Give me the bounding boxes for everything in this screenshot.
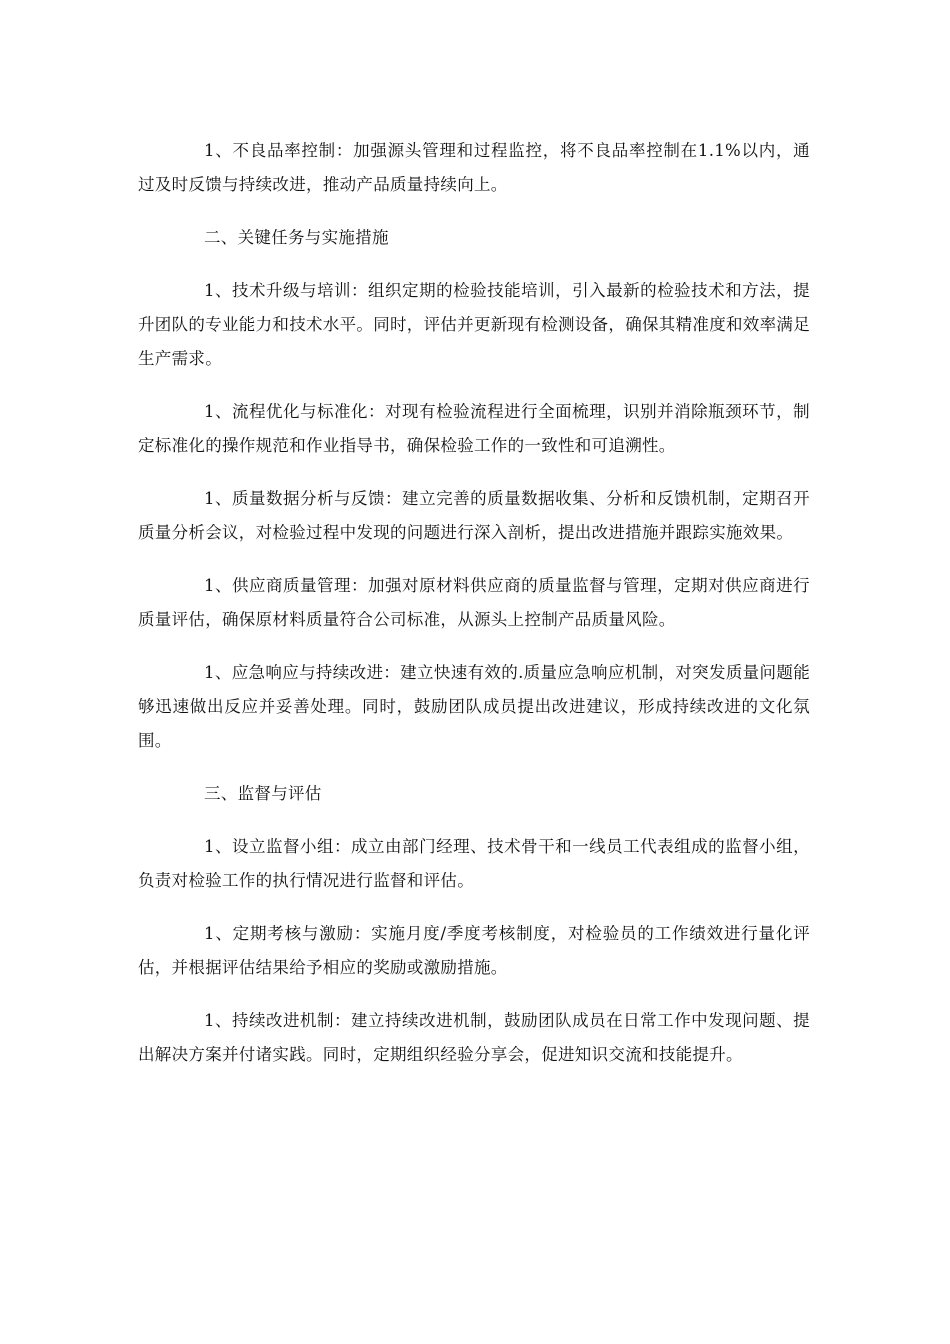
para-quality-data-analysis: 1、质量数据分析与反馈：建立完善的质量数据收集、分析和反馈机制，定期召开质量分析会议，对检验过程中发现的问题进行深入剖析，提出改进措施并跟踪实施效果。 bbox=[138, 489, 810, 542]
para-emergency-response: 1、应急响应与持续改进：建立快速有效的.质量应急响应机制，对突发质量问题能够迅速做出反应并妥善处理。同时，鼓励团队成员提出改进建议，形成持续改进的文化氛围。 bbox=[138, 663, 810, 750]
heading-key-tasks: 二、关键任务与实施措施 bbox=[204, 228, 389, 247]
para-continuous-improvement: 1、持续改进机制：建立持续改进机制，鼓励团队成员在日常工作中发现问题、提出解决方案并付诸实践。同时，定期组织经验分享会，促进知识交流和技能提升。 bbox=[138, 1011, 810, 1064]
para-tech-upgrade-training: 1、技术升级与培训：组织定期的检验技能培训，引入最新的检验技术和方法，提升团队的专业能力和技术水平。同时，评估并更新现有检测设备，确保其精准度和效率满足生产需求。 bbox=[138, 281, 810, 368]
para-supplier-quality: 1、供应商质量管理：加强对原材料供应商的质量监督与管理，定期对供应商进行质量评估，确保原材料质量符合公司标准，从源头上控制产品质量风险。 bbox=[138, 576, 810, 629]
para-supervision-team: 1、设立监督小组：成立由部门经理、技术骨干和一线员工代表组成的监督小组，负责对检验工作的执行情况进行监督和评估。 bbox=[138, 837, 810, 890]
document-page bbox=[138, 134, 810, 1091]
heading-supervision: 三、监督与评估 bbox=[204, 784, 322, 803]
para-process-optimization: 1、流程优化与标准化：对现有检验流程进行全面梳理，识别并消除瓶颈环节，制定标准化的操作规范和作业指导书，确保检验工作的一致性和可追溯性。 bbox=[138, 402, 810, 455]
para-defect-rate-control: 1、不良品率控制：加强源头管理和过程监控，将不良品率控制在1.1%以内，通过及时反馈与持续改进，推动产品质量持续向上。 bbox=[138, 141, 810, 194]
para-assessment-incentive: 1、定期考核与激励：实施月度/季度考核制度，对检验员的工作绩效进行量化评估，并根据评估结果给予相应的奖励或激励措施。 bbox=[138, 924, 810, 977]
